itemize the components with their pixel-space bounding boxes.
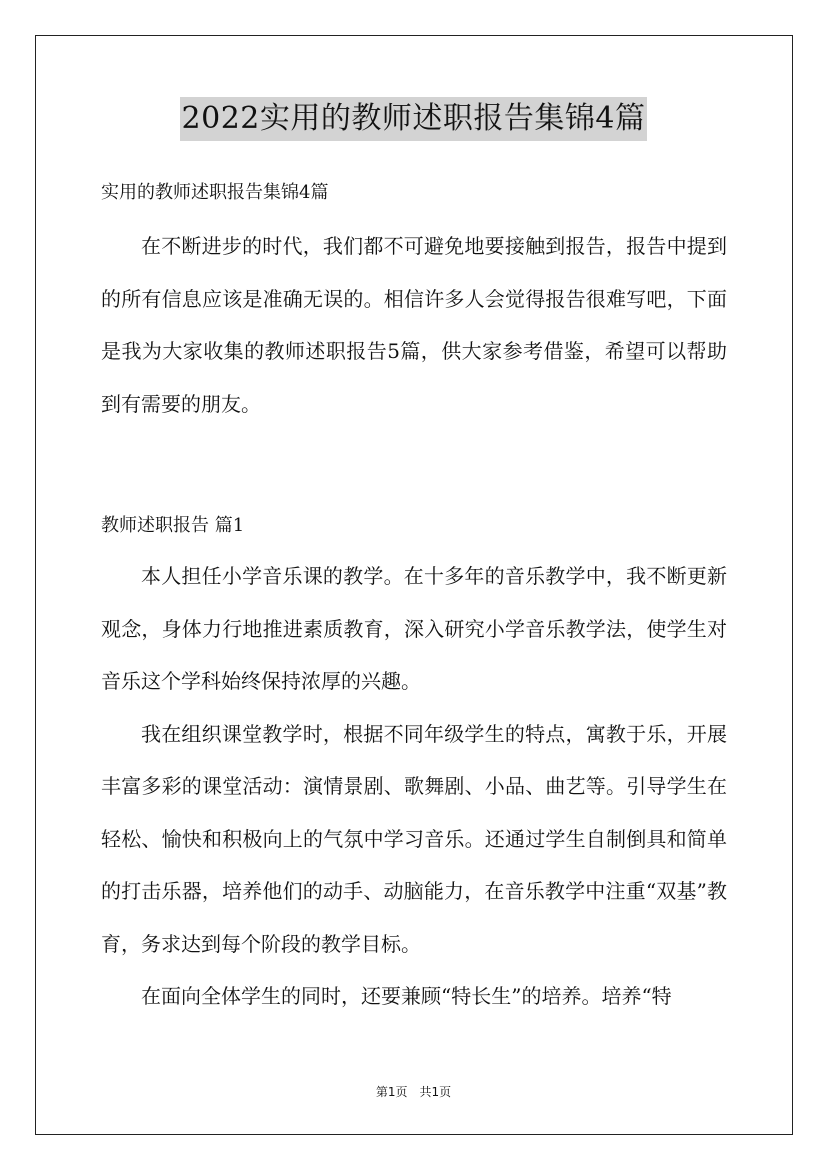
- page-footer: 第1页 共1页: [375, 1085, 452, 1099]
- body-paragraph: 本人担任小学音乐课的教学。在十多年的音乐教学中，我不断更新观念，身体力行地推进素质教育，深入研究小学音乐教学法，使学生对音乐这个学科始终保持浓厚的兴趣。: [101, 564, 727, 693]
- document-title: 2022实用的教师述职报告集锦4篇: [180, 97, 648, 141]
- intro-paragraph: 在不断进步的时代，我们都不可避免地要接触到报告，报告中提到的所有信息应该是准确无误的。相信许多人会觉得报告很难写吧，下面是我为大家收集的教师述职报告5篇，供大家参考借鉴，希望可以帮助到有需要的朋友。: [101, 234, 727, 416]
- title-container: [0, 97, 827, 141]
- body-paragraph: 在面向全体学生的同时，还要兼顾“特长生”的培养。培养“特: [141, 984, 672, 1008]
- document-body: [101, 170, 727, 1023]
- body-paragraph: 我在组织课堂教学时，根据不同年级学生的特点，寓教于乐，开展丰富多彩的课堂活动：演情景剧、歌舞剧、小品、曲艺等。引导学生在轻松、愉快和积极向上的气氛中学习音乐。还通过学生自制倒具和简单的打击乐器，培养他们的动手、动脑能力，在音乐教学中注重“双基”教育，务求达到每个阶段的教学目标。: [101, 721, 727, 956]
- section-heading: 教师述职报告 篇1: [101, 515, 245, 536]
- document-subtitle: 实用的教师述职报告集锦4篇: [101, 182, 329, 203]
